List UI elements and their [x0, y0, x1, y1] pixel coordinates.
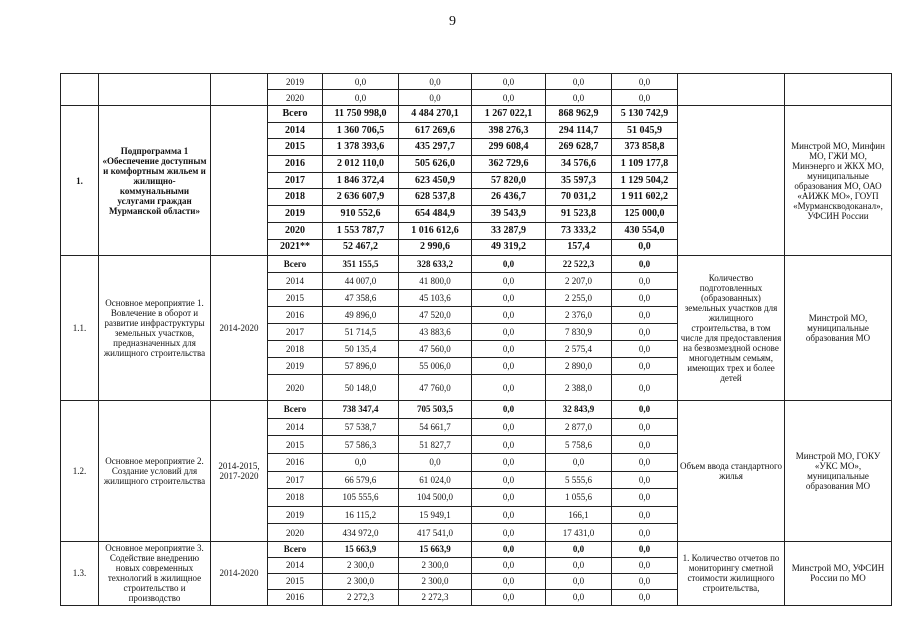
program-indicator	[678, 106, 785, 256]
value-cell: 0,0	[612, 489, 678, 507]
value-cell: 47 560,0	[399, 341, 472, 358]
value-cell: 0,0	[612, 324, 678, 341]
value-cell: 351 155,5	[323, 256, 399, 273]
year-cell: 2016	[268, 307, 323, 324]
value-cell: 0,0	[323, 90, 399, 106]
year-cell: 2018	[268, 189, 323, 206]
value-cell: 54 661,7	[399, 418, 472, 436]
value-cell: 41 800,0	[399, 273, 472, 290]
value-cell: 2 636 607,9	[323, 189, 399, 206]
value-cell: 628 537,8	[399, 189, 472, 206]
program-period	[211, 106, 268, 256]
value-cell: 1 846 372,4	[323, 172, 399, 189]
value-cell: 22 522,3	[546, 256, 612, 273]
value-cell: 34 576,6	[546, 156, 612, 173]
value-cell: 0,0	[323, 74, 399, 90]
value-cell: 57 896,0	[323, 358, 399, 375]
value-cell: 0,0	[472, 471, 546, 489]
year-cell: 2018	[268, 341, 323, 358]
value-cell: 2 012 110,0	[323, 156, 399, 173]
value-cell: 5 758,6	[546, 436, 612, 454]
value-cell: 66 579,6	[323, 471, 399, 489]
num-cell	[61, 74, 99, 106]
year-cell: Всего	[268, 106, 323, 123]
value-cell: 51 827,7	[399, 436, 472, 454]
value-cell: 0,0	[323, 453, 399, 471]
value-cell: 0,0	[472, 557, 546, 573]
year-cell: 2018	[268, 489, 323, 507]
year-cell: 2014	[268, 122, 323, 139]
year-cell: 2017	[268, 471, 323, 489]
year-cell: 2019	[268, 358, 323, 375]
executor-cell	[785, 74, 892, 106]
value-cell: 505 626,0	[399, 156, 472, 173]
activity-number: 1.2.	[61, 401, 99, 542]
value-cell: 166,1	[546, 506, 612, 524]
value-cell: 39 543,9	[472, 206, 546, 223]
year-cell: 2016	[268, 156, 323, 173]
value-cell: 0,0	[612, 273, 678, 290]
value-cell: 33 287,9	[472, 222, 546, 239]
period-cell	[211, 74, 268, 106]
value-cell: 50 148,0	[323, 375, 399, 401]
year-cell: 2015	[268, 436, 323, 454]
value-cell: 2 388,0	[546, 375, 612, 401]
value-cell: 362 729,6	[472, 156, 546, 173]
value-cell: 44 007,0	[323, 273, 399, 290]
table-row	[61, 401, 892, 419]
value-cell: 705 503,5	[399, 401, 472, 419]
activity-period: 2014-2015, 2017-2020	[211, 401, 268, 542]
value-cell: 55 006,0	[399, 358, 472, 375]
year-cell: Всего	[268, 401, 323, 419]
value-cell: 434 972,0	[323, 524, 399, 542]
year-cell: 2016	[268, 453, 323, 471]
indicator-cell	[678, 74, 785, 106]
value-cell: 0,0	[612, 453, 678, 471]
activity-number: 1.3.	[61, 541, 99, 605]
value-cell: 0,0	[612, 74, 678, 90]
value-cell: 70 031,2	[546, 189, 612, 206]
value-cell: 0,0	[472, 90, 546, 106]
year-cell: 2015	[268, 290, 323, 307]
value-cell: 45 103,6	[399, 290, 472, 307]
value-cell: 73 333,2	[546, 222, 612, 239]
value-cell: 15 663,9	[323, 541, 399, 557]
value-cell: 15 949,1	[399, 506, 472, 524]
value-cell: 623 450,9	[399, 172, 472, 189]
value-cell: 1 378 393,6	[323, 139, 399, 156]
value-cell: 0,0	[546, 90, 612, 106]
value-cell: 105 555,6	[323, 489, 399, 507]
value-cell: 2 990,6	[399, 239, 472, 256]
value-cell: 0,0	[472, 401, 546, 419]
value-cell: 125 000,0	[612, 206, 678, 223]
year-cell: 2020	[268, 90, 323, 106]
value-cell: 0,0	[612, 471, 678, 489]
value-cell: 1 553 787,7	[323, 222, 399, 239]
value-cell: 1 267 022,1	[472, 106, 546, 123]
activity-executors: Минстрой МО, ГОКУ «УКС МО», муниципальные образования МО	[785, 401, 892, 542]
value-cell: 0,0	[546, 74, 612, 90]
value-cell: 0,0	[472, 307, 546, 324]
value-cell: 0,0	[612, 239, 678, 256]
value-cell: 2 300,0	[323, 557, 399, 573]
value-cell: 0,0	[472, 489, 546, 507]
value-cell: 0,0	[612, 375, 678, 401]
year-cell: 2020	[268, 524, 323, 542]
value-cell: 0,0	[612, 506, 678, 524]
value-cell: 11 750 998,0	[323, 106, 399, 123]
value-cell: 1 055,6	[546, 489, 612, 507]
value-cell: 1 911 602,2	[612, 189, 678, 206]
value-cell: 430 554,0	[612, 222, 678, 239]
year-cell: Всего	[268, 541, 323, 557]
value-cell: 0,0	[472, 573, 546, 589]
activity-indicator: Объем ввода стандартного жилья	[678, 401, 785, 542]
value-cell: 2 890,0	[546, 358, 612, 375]
value-cell: 52 467,2	[323, 239, 399, 256]
program-executors: Минстрой МО, Минфин МО, ГЖИ МО, Минэнерго и ЖКХ МО, муниципальные образования МО, ОАО «АИЖК МО», ГОУП «Мурманскводоканал», УФСИН России	[785, 106, 892, 256]
value-cell: 0,0	[546, 557, 612, 573]
value-cell: 0,0	[472, 375, 546, 401]
value-cell: 0,0	[399, 74, 472, 90]
value-cell: 57 586,3	[323, 436, 399, 454]
value-cell: 0,0	[472, 524, 546, 542]
value-cell: 398 276,3	[472, 122, 546, 139]
value-cell: 0,0	[472, 541, 546, 557]
value-cell: 0,0	[612, 418, 678, 436]
value-cell: 0,0	[546, 573, 612, 589]
page-number: 9	[449, 14, 456, 29]
value-cell: 2 300,0	[399, 573, 472, 589]
value-cell: 0,0	[612, 341, 678, 358]
value-cell: 4 484 270,1	[399, 106, 472, 123]
activity-indicator: 1. Количество отчетов по мониторингу сметной стоимости жилищного строительства,	[678, 541, 785, 605]
value-cell: 868 962,9	[546, 106, 612, 123]
name-cell	[99, 74, 211, 106]
value-cell: 0,0	[546, 541, 612, 557]
value-cell: 61 024,0	[399, 471, 472, 489]
value-cell: 417 541,0	[399, 524, 472, 542]
value-cell: 0,0	[546, 453, 612, 471]
year-cell: 2014	[268, 557, 323, 573]
budget-table	[60, 73, 892, 606]
value-cell: 910 552,6	[323, 206, 399, 223]
value-cell: 2 300,0	[323, 573, 399, 589]
value-cell: 0,0	[612, 358, 678, 375]
activity-executors: Минстрой МО, муниципальные образования МО	[785, 256, 892, 401]
value-cell: 0,0	[472, 256, 546, 273]
value-cell: 104 500,0	[399, 489, 472, 507]
year-cell: 2014	[268, 418, 323, 436]
value-cell: 1 129 504,2	[612, 172, 678, 189]
value-cell: 2 575,4	[546, 341, 612, 358]
activity-name: Основное мероприятие 2. Создание условий для жилищного строительства	[99, 401, 211, 542]
value-cell: 373 858,8	[612, 139, 678, 156]
year-cell: 2019	[268, 206, 323, 223]
value-cell: 294 114,7	[546, 122, 612, 139]
program-name: Подпрограмма 1 «Обеспечение доступным и комфортным жильем и жилищно-коммунальными услугами граждан Мурманской области»	[99, 106, 211, 256]
value-cell: 17 431,0	[546, 524, 612, 542]
value-cell: 0,0	[612, 557, 678, 573]
value-cell: 0,0	[612, 90, 678, 106]
value-cell: 0,0	[612, 573, 678, 589]
value-cell: 1 016 612,6	[399, 222, 472, 239]
table-row	[61, 74, 892, 90]
value-cell: 47 760,0	[399, 375, 472, 401]
value-cell: 51 714,5	[323, 324, 399, 341]
value-cell: 47 358,6	[323, 290, 399, 307]
value-cell: 0,0	[472, 506, 546, 524]
value-cell: 2 255,0	[546, 290, 612, 307]
value-cell: 0,0	[472, 358, 546, 375]
year-cell: 2015	[268, 139, 323, 156]
value-cell: 35 597,3	[546, 172, 612, 189]
year-cell: 2016	[268, 589, 323, 605]
value-cell: 32 843,9	[546, 401, 612, 419]
value-cell: 2 272,3	[399, 589, 472, 605]
value-cell: 328 633,2	[399, 256, 472, 273]
value-cell: 47 520,0	[399, 307, 472, 324]
value-cell: 5 555,6	[546, 471, 612, 489]
value-cell: 269 628,7	[546, 139, 612, 156]
value-cell: 0,0	[472, 589, 546, 605]
value-cell: 0,0	[612, 290, 678, 307]
value-cell: 0,0	[472, 418, 546, 436]
activity-period: 2014-2020	[211, 256, 268, 401]
value-cell: 0,0	[546, 589, 612, 605]
value-cell: 26 436,7	[472, 189, 546, 206]
value-cell: 5 130 742,9	[612, 106, 678, 123]
activity-number: 1.1.	[61, 256, 99, 401]
year-cell: Всего	[268, 256, 323, 273]
value-cell: 0,0	[472, 453, 546, 471]
activity-executors: Минстрой МО, УФСИН России по МО	[785, 541, 892, 605]
value-cell: 49 319,2	[472, 239, 546, 256]
value-cell: 0,0	[472, 273, 546, 290]
value-cell: 16 115,2	[323, 506, 399, 524]
activity-name: Основное мероприятие 1. Вовлечение в оборот и развитие инфраструктуры земельных участков, предназначенных для жилищного строительства	[99, 256, 211, 401]
value-cell: 0,0	[472, 324, 546, 341]
value-cell: 157,4	[546, 239, 612, 256]
value-cell: 0,0	[472, 74, 546, 90]
table-row	[61, 256, 892, 273]
value-cell: 57 538,7	[323, 418, 399, 436]
year-cell: 2017	[268, 172, 323, 189]
year-cell: 2019	[268, 506, 323, 524]
value-cell: 2 300,0	[399, 557, 472, 573]
value-cell: 0,0	[612, 589, 678, 605]
year-cell: 2021**	[268, 239, 323, 256]
value-cell: 43 883,6	[399, 324, 472, 341]
value-cell: 0,0	[612, 401, 678, 419]
value-cell: 0,0	[612, 541, 678, 557]
year-cell: 2019	[268, 74, 323, 90]
value-cell: 0,0	[612, 307, 678, 324]
year-cell: 2014	[268, 273, 323, 290]
value-cell: 654 484,9	[399, 206, 472, 223]
year-cell: 2017	[268, 324, 323, 341]
value-cell: 2 376,0	[546, 307, 612, 324]
value-cell: 0,0	[472, 436, 546, 454]
value-cell: 0,0	[472, 341, 546, 358]
value-cell: 49 896,0	[323, 307, 399, 324]
value-cell: 7 830,9	[546, 324, 612, 341]
value-cell: 1 109 177,8	[612, 156, 678, 173]
table-row	[61, 541, 892, 557]
value-cell: 50 135,4	[323, 341, 399, 358]
year-cell: 2015	[268, 573, 323, 589]
table-row	[61, 106, 892, 123]
value-cell: 0,0	[399, 90, 472, 106]
activity-period: 2014-2020	[211, 541, 268, 605]
value-cell: 617 269,6	[399, 122, 472, 139]
value-cell: 0,0	[612, 436, 678, 454]
value-cell: 299 608,4	[472, 139, 546, 156]
value-cell: 15 663,9	[399, 541, 472, 557]
value-cell: 738 347,4	[323, 401, 399, 419]
program-number: 1.	[61, 106, 99, 256]
year-cell: 2020	[268, 375, 323, 401]
value-cell: 91 523,8	[546, 206, 612, 223]
year-cell: 2020	[268, 222, 323, 239]
value-cell: 2 207,0	[546, 273, 612, 290]
value-cell: 0,0	[472, 290, 546, 307]
value-cell: 435 297,7	[399, 139, 472, 156]
value-cell: 2 272,3	[323, 589, 399, 605]
value-cell: 1 360 706,5	[323, 122, 399, 139]
value-cell: 57 820,0	[472, 172, 546, 189]
value-cell: 0,0	[612, 256, 678, 273]
activity-indicator: Количество подготовленных (образованных) земельных участков для жилищного строительства, в том числе для предоставления на безвозмездной основе многодетным семьям, имеющих трех и более детей	[678, 256, 785, 401]
value-cell: 2 877,0	[546, 418, 612, 436]
value-cell: 0,0	[399, 453, 472, 471]
activity-name: Основное мероприятие 3. Содействие внедрению новых современных технологий в жилищное строительство и производство	[99, 541, 211, 605]
value-cell: 51 045,9	[612, 122, 678, 139]
value-cell: 0,0	[612, 524, 678, 542]
